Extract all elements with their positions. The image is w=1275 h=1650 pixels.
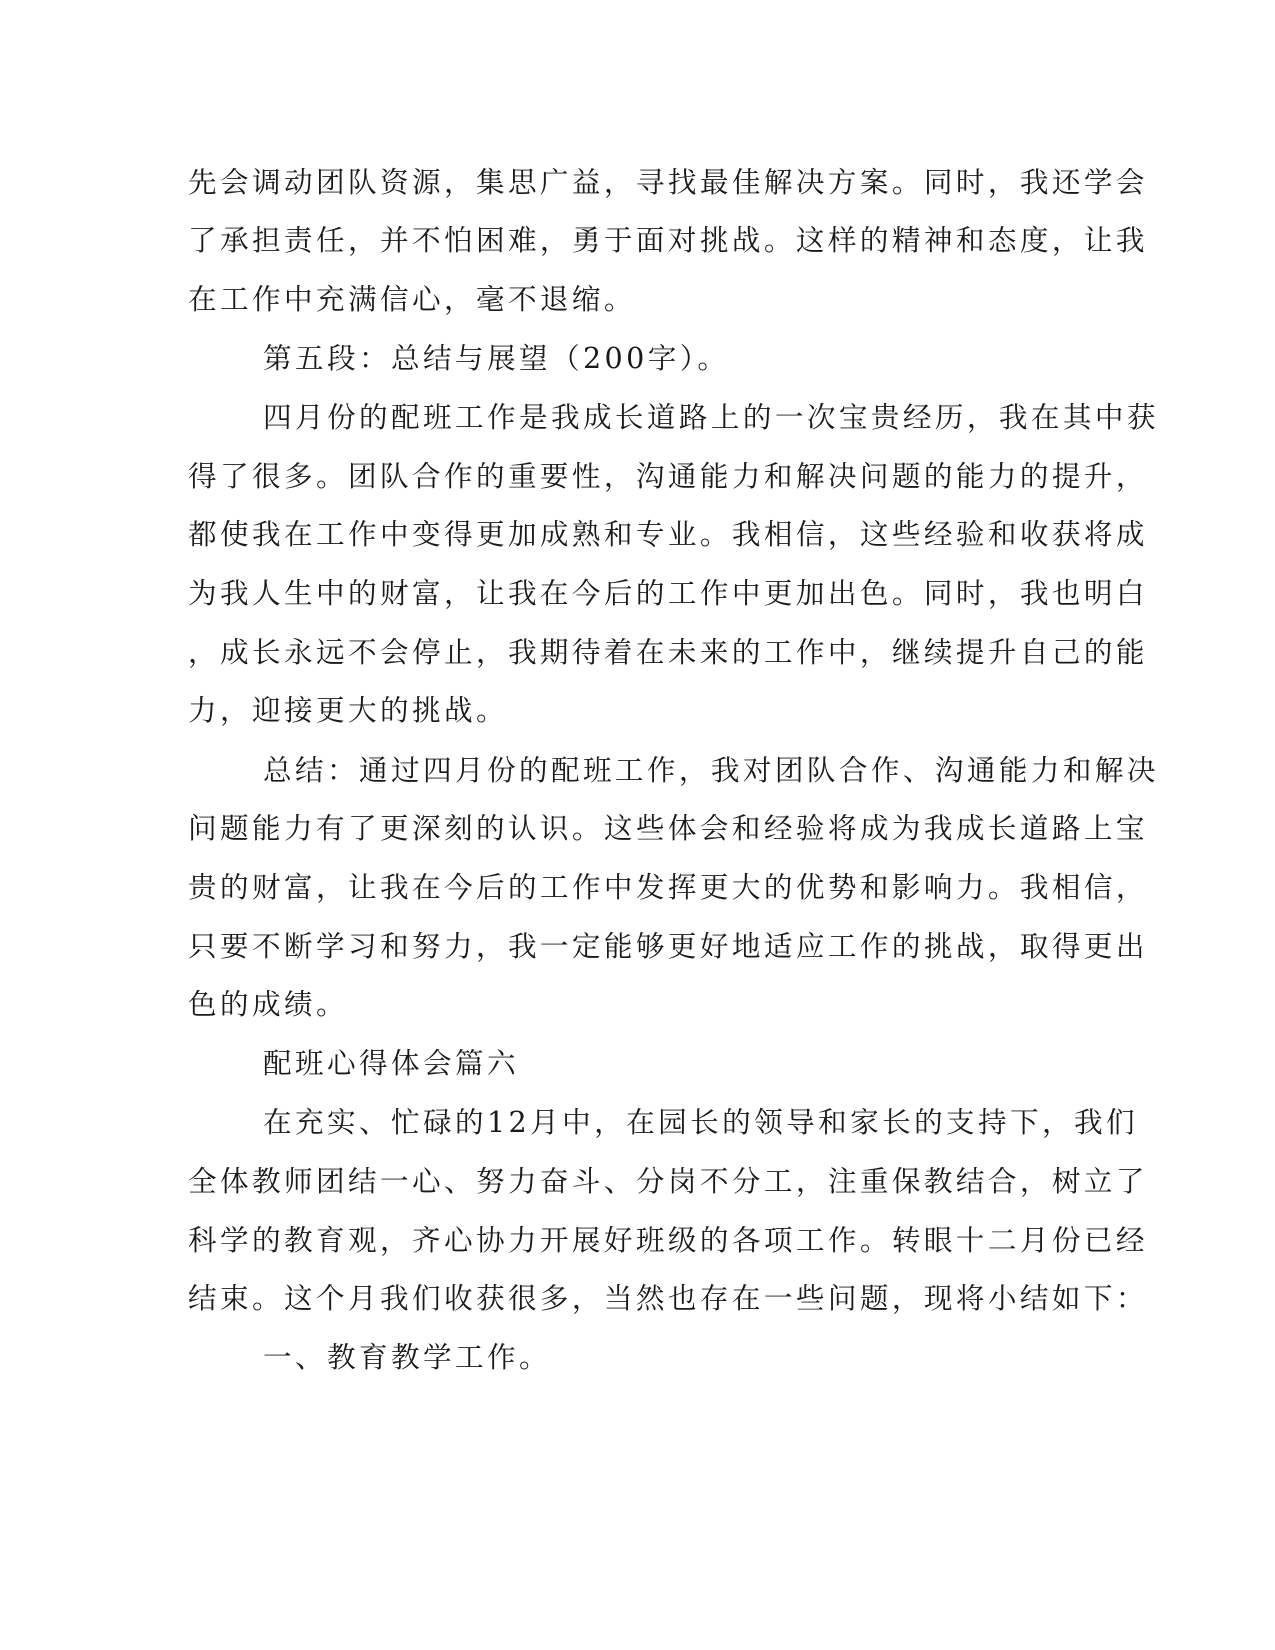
paragraph-line: ，成长永远不会停止，我期待着在未来的工作中，继续提升自己的能 xyxy=(188,635,1148,669)
paragraph-line: 力，迎接更大的挑战。 xyxy=(188,693,508,727)
section-heading: 配班心得体会篇六 xyxy=(263,1046,519,1080)
paragraph-line: 都使我在工作中变得更加成熟和专业。我相信，这些经验和收获将成 xyxy=(188,517,1148,551)
paragraph-line: 科学的教育观，齐心协力开展好班级的各项工作。转眼十二月份已经 xyxy=(188,1223,1148,1257)
paragraph-line: 先会调动团队资源，集思广益，寻找最佳解决方案。同时，我还学会 xyxy=(188,165,1148,199)
paragraph-line: 在充实、忙碌的12月中，在园长的领导和家长的支持下，我们 xyxy=(263,1105,1139,1139)
paragraph-line: 全体教师团结一心、努力奋斗、分岗不分工，注重保教结合，树立了 xyxy=(188,1164,1148,1198)
section-heading: 第五段：总结与展望（200字）。 xyxy=(263,341,730,375)
paragraph-line: 为我人生中的财富，让我在今后的工作中更加出色。同时，我也明白 xyxy=(188,576,1148,610)
paragraph-line: 得了很多。团队合作的重要性，沟通能力和解决问题的能力的提升， xyxy=(188,459,1148,493)
paragraph-line: 结束。这个月我们收获很多，当然也存在一些问题，现将小结如下： xyxy=(188,1281,1148,1315)
paragraph-line: 色的成绩。 xyxy=(188,987,348,1021)
paragraph-line: 了承担责任，并不怕困难，勇于面对挑战。这样的精神和态度，让我 xyxy=(188,223,1148,257)
paragraph-line: 贵的财富，让我在今后的工作中发挥更大的优势和影响力。我相信， xyxy=(188,870,1148,904)
paragraph-line: 问题能力有了更深刻的认识。这些体会和经验将成为我成长道路上宝 xyxy=(188,811,1148,845)
paragraph-line: 只要不断学习和努力，我一定能够更好地适应工作的挑战，取得更出 xyxy=(188,929,1148,963)
section-heading: 一、教育教学工作。 xyxy=(263,1340,551,1374)
paragraph-line: 四月份的配班工作是我成长道路上的一次宝贵经历，我在其中获 xyxy=(263,400,1159,434)
paragraph-line: 总结：通过四月份的配班工作，我对团队合作、沟通能力和解决 xyxy=(263,753,1159,787)
paragraph-line: 在工作中充满信心，毫不退缩。 xyxy=(188,282,636,316)
